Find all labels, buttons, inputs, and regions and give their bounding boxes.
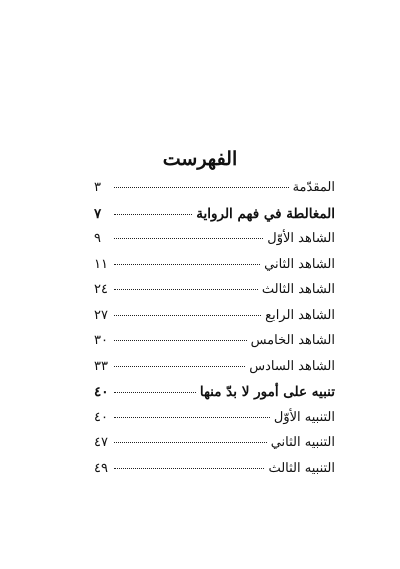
toc-entry-label: الشاهد الثاني [264, 256, 335, 272]
toc-page-number: ١١ [94, 256, 108, 272]
toc-entry [94, 435, 335, 461]
dot-leader [114, 442, 267, 443]
toc-page-number: ٤٠ [94, 384, 109, 400]
dot-leader [114, 315, 261, 316]
toc-entry [94, 333, 335, 359]
table-of-contents [94, 180, 335, 486]
toc-entry [94, 384, 335, 410]
dot-leader [114, 264, 260, 265]
toc-entry [94, 308, 335, 334]
dot-leader [114, 238, 263, 239]
dot-leader [114, 289, 258, 290]
page-title: الفهرست [162, 148, 238, 170]
toc-page-number: ٢٧ [94, 307, 108, 323]
toc-entry-label: التنبيه الثاني [270, 435, 335, 450]
toc-page-number: ٣٠ [94, 333, 108, 348]
toc-entry-label: تنبيه على أمور لا بدّ منها [199, 384, 335, 400]
dot-leader [114, 340, 247, 341]
toc-entry [94, 359, 335, 385]
dot-leader [114, 417, 270, 418]
dot-leader [114, 392, 196, 393]
dot-leader [114, 468, 264, 469]
toc-entry-label: التنبيه الأوّل [273, 409, 335, 425]
toc-entry [94, 410, 335, 436]
toc-page-number: ٣ [94, 180, 101, 195]
toc-entry-label: الشاهد الأوّل [267, 231, 335, 246]
toc-page-number: ٢٤ [94, 282, 108, 297]
toc-entry-label: الشاهد الرابع [265, 307, 335, 323]
dot-leader [114, 214, 192, 215]
toc-entry-label: المقدّمة [292, 180, 335, 195]
dot-leader [114, 366, 245, 367]
toc-entry-label: الشاهد الثالث [261, 282, 335, 297]
toc-entry-label: المغالطة في فهم الرواية [196, 205, 335, 222]
toc-page-number: ٧ [94, 205, 102, 222]
toc-page-number: ٤٩ [94, 460, 108, 476]
toc-entry-label: التنبيه الثالث [268, 460, 335, 476]
toc-page-number: ٤٠ [94, 409, 108, 425]
toc-entry-label: الشاهد السادس [249, 358, 335, 374]
toc-page-number: ٤٧ [94, 435, 108, 450]
toc-entry [94, 180, 335, 206]
toc-entry [94, 231, 335, 257]
toc-page-number: ٩ [94, 231, 101, 246]
toc-entry [94, 282, 335, 308]
toc-entry [94, 206, 335, 232]
toc-entry [94, 257, 335, 283]
toc-entry [94, 461, 335, 487]
toc-entry-label: الشاهد الخامس [250, 333, 335, 348]
dot-leader [114, 187, 289, 188]
toc-page-number: ٣٣ [94, 358, 108, 374]
